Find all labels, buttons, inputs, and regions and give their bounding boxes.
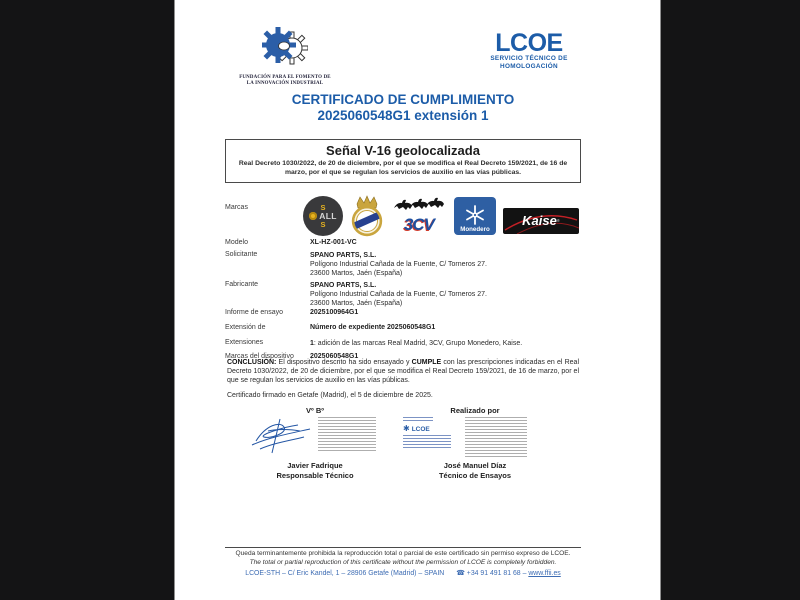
3cv-horses-icon (392, 197, 446, 212)
extensiones-text: : adición de las marcas Real Madrid, 3CV, Grupo Monedero, Kaise. (313, 340, 523, 347)
digital-signature-details (318, 417, 376, 453)
lcoe-logo (477, 31, 581, 70)
certificate-page (174, 0, 661, 600)
stamp-name-lines (403, 417, 433, 423)
conclusion-cumple: CUMPLE (411, 359, 442, 366)
kaise-logo (503, 208, 579, 234)
stamp-gear-icon: ✱ (403, 424, 410, 433)
label-extensiones: Extensiones (225, 339, 264, 346)
sig-right-person: José Manuel Díaz (443, 461, 507, 470)
sosall-sun-icon (309, 212, 317, 220)
sig-right-name (410, 461, 540, 480)
sig-left-role: Responsable Técnico (276, 470, 354, 480)
sig-left-name (245, 461, 385, 480)
value-marcas-dispositivo: 2025060548G1 (310, 353, 359, 360)
field-extensiones (225, 339, 581, 349)
lcoe-stamp (403, 417, 459, 449)
ffii-caption-line1: FUNDACIÓN PARA EL FOMENTO DE (239, 75, 331, 80)
footer-phone-group (456, 569, 560, 577)
sig-left-person: Javier Fadrique (287, 461, 343, 470)
kaise-wordmark: Kaise (522, 213, 557, 228)
footer-legal-en: The total or partial reproduction of this certificate without the permission of LCOE is completely forbidden. (249, 559, 557, 566)
brand-logos-row (303, 194, 581, 238)
signed-at-line: Certificado firmado en Getafe (Madrid), el 5 de diciembre de 2025. (227, 392, 433, 399)
website-link[interactable]: www.ffii.es (528, 570, 561, 577)
value-extensiones (310, 339, 522, 349)
footer-rule (225, 547, 581, 548)
field-solicitante (225, 251, 581, 279)
field-modelo (225, 239, 581, 249)
lcoe-sub1: SERVICIO TÉCNICO DE (490, 55, 568, 62)
footer-legal-es: Queda terminantemente prohibida la reproducción total o parcial de este certificado sin permiso expreso de LCOE. (235, 550, 571, 557)
sosall-bottom-letter: S (320, 220, 326, 229)
label-marcas-dispositivo: Marcas del dispositivo (225, 353, 294, 360)
kaise-trademark: ® (556, 218, 560, 223)
footer-address: LCOE-STH – C/ Eric Kandel, 1 – 28906 Getafe (Madrid) – SPAIN (245, 569, 445, 577)
field-extension-de (225, 324, 581, 334)
fabricante-name: SPANO PARTS, S.L. (310, 282, 377, 289)
sig-left-header: Vº Bº (306, 406, 324, 415)
solicitante-name: SPANO PARTS, S.L. (310, 252, 377, 259)
sosall-mid-text: ALL (319, 211, 337, 221)
sosall-logo (303, 196, 343, 236)
value-extension-de: Número de expediente 2025060548G1 (310, 324, 436, 331)
footer-contact-line (205, 569, 601, 577)
subject-decree-text: Real Decreto 1030/2022, de 20 de diciembre, por el que se modifica el Real Decreto 159/2021, de 16 de marzo, por el que se regulan los servicios de auxilio en las vías públicas. (238, 160, 568, 176)
signature-scribble (250, 417, 312, 457)
solicitante-addr2: 23600 Martos, Jaén (España) (310, 270, 403, 277)
extensiones-num: 1 (310, 340, 314, 347)
value-informe: 2025100964G1 (310, 309, 359, 316)
certificate-number: 2025060548G1 extensión 1 (317, 107, 489, 123)
certificate-title (225, 92, 581, 123)
label-marcas: Marcas (225, 204, 248, 211)
sig-left-block (250, 417, 376, 457)
ffii-logo (231, 26, 339, 87)
3cv-logo (391, 197, 447, 235)
stamp-lcoe-text: LCOE (411, 425, 430, 433)
ffii-gear-icon (262, 26, 308, 70)
monedero-logo (454, 197, 496, 235)
sig-right-role: Técnico de Ensayos (438, 470, 512, 480)
value-fabricante (310, 281, 487, 308)
conclusion-text1: El dispositivo descrito ha sido ensayado y (276, 359, 412, 366)
real-madrid-crest-logo (350, 195, 384, 237)
3cv-wordmark: 3CV (403, 215, 435, 234)
digital-signature-details-right (465, 417, 527, 457)
conclusion-paragraph (227, 358, 579, 386)
footer-separator: – (522, 570, 527, 577)
sosall-top-letter: S (320, 203, 326, 212)
subject-title: Señal V-16 geolocalizada (326, 143, 480, 158)
label-solicitante: Solicitante (225, 251, 258, 258)
solicitante-addr1: Polígono Industrial Cañada de la Fuente, C/ Torneros 27. (310, 261, 487, 268)
label-fabricante: Fabricante (225, 281, 259, 288)
footer-phone: +34 91 491 81 68 (466, 570, 521, 577)
value-modelo: XL-HZ-001-VC (310, 239, 357, 246)
field-fabricante (225, 281, 581, 309)
label-informe: Informe de ensayo (225, 309, 283, 316)
stamp-address-lines (403, 435, 451, 449)
monedero-wordmark: Monedero (460, 226, 490, 233)
lcoe-sub2: HOMOLOGACIÓN (500, 62, 558, 70)
value-solicitante (310, 251, 487, 278)
label-extension-de: Extensión de (225, 324, 266, 331)
conclusion-text2: con las prescripciones indicadas en el Real Decreto 1030/2022, de 20 de diciembre, por el que se modifica el Real Decreto 159/2021, de 16 de marzo, por el que se regulan los servicios de auxilio en las vías públicas. (227, 359, 580, 385)
ffii-caption-line2: LA INNOVACIÓN INDUSTRIAL (246, 81, 324, 86)
field-informe (225, 309, 581, 319)
sig-right-block (403, 417, 527, 457)
fabricante-addr1: Polígono Industrial Cañada de la Fuente, C/ Torneros 27. (310, 291, 487, 298)
monedero-snowflake-icon (465, 205, 485, 225)
lcoe-wordmark: LCOE (495, 29, 563, 57)
fabricante-addr2: 23600 Martos, Jaén (España) (310, 300, 403, 307)
certificate-title-line1: CERTIFICADO DE CUMPLIMIENTO (291, 92, 515, 107)
sig-right-header: Realizado por (450, 406, 500, 415)
label-modelo: Modelo (225, 239, 248, 246)
subject-box (225, 139, 581, 183)
conclusion-label: CONCLUSIÓN: (227, 359, 277, 366)
phone-icon: ☎ (456, 570, 465, 577)
